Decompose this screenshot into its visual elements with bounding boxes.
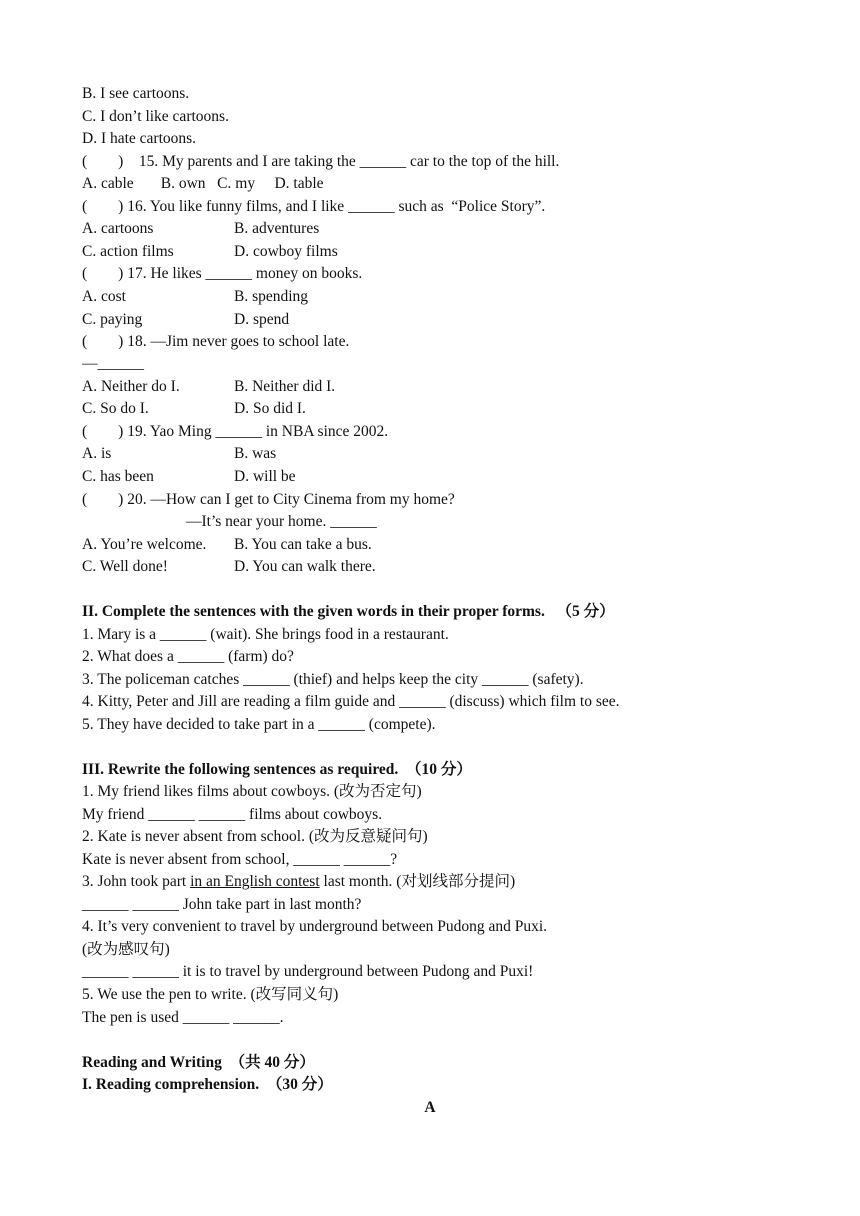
section-3-heading: III. Rewrite the following sentences as required. （10 分） (82, 761, 472, 778)
q20-option-c: C. Well done! (82, 558, 168, 575)
section-3-item-5: 5. We use the pen to write. (改写同义句) (82, 986, 339, 1003)
q15-options: A. cable B. own C. my D. table (82, 175, 324, 192)
q16-stem: ( ) 16. You like funny films, and I like ______ such as “Police Story”. (82, 198, 546, 215)
section-2-item: 5. They have decided to take part in a ______ (compete). (82, 716, 436, 733)
q19-option-a: A. is (82, 445, 112, 462)
q18-option-b: B. Neither did I. (234, 378, 336, 395)
q16-option-c: C. action films (82, 243, 174, 260)
section-3-answer-4: ______ ______ it is to travel by underground between Pudong and Puxi! (82, 963, 534, 980)
item-3-suffix: last month. (对划线部分提问) (319, 873, 516, 890)
passage-label: A (424, 1099, 436, 1116)
section-3-item-3 (82, 872, 515, 892)
item-3-prefix: 3. John took part (82, 873, 191, 890)
section-3-answer-1: My friend ______ ______ films about cowboys. (82, 806, 383, 823)
q19-stem: ( ) 19. Yao Ming ______ in NBA since 2002. (82, 423, 389, 440)
section-3-answer-3: ______ ______ John take part in last month? (82, 896, 362, 913)
section-2-heading: II. Complete the sentences with the given words in their proper forms. （5 分） (82, 603, 615, 620)
q15-stem: ( ) 15. My parents and I are taking the ______ car to the top of the hill. (82, 153, 560, 170)
section-3-answer-2: Kate is never absent from school, ______ ______? (82, 851, 398, 868)
section-2-item: 3. The policeman catches ______ (thief) and helps keep the city ______ (safety). (82, 671, 584, 688)
section-2-item: 4. Kitty, Peter and Jill are reading a film guide and ______ (discuss) which film to see. (82, 693, 620, 710)
q18-option-a: A. Neither do I. (82, 378, 180, 395)
q20-reply: —It’s near your home. ______ (186, 513, 377, 530)
q16-option-b: B. adventures (234, 220, 320, 237)
q14-option-b: B. I see cartoons. (82, 85, 190, 102)
q19-option-d: D. will be (234, 468, 296, 485)
q14-option-c: C. I don’t like cartoons. (82, 108, 229, 125)
q17-stem: ( ) 17. He likes ______ money on books. (82, 265, 363, 282)
q17-option-c: C. paying (82, 311, 143, 328)
section-3-item-2: 2. Kate is never absent from school. (改为反意疑问句) (82, 828, 428, 845)
section-2-item: 2. What does a ______ (farm) do? (82, 648, 294, 665)
section-3-item-4-instruction: (改为感叹句) (82, 941, 170, 958)
reading-writing-heading: Reading and Writing （共 40 分） (82, 1054, 315, 1071)
q20-stem: ( ) 20. —How can I get to City Cinema from my home? (82, 491, 455, 508)
q20-option-b: B. You can take a bus. (234, 536, 372, 553)
section-2-item: 1. Mary is a ______ (wait). She brings food in a restaurant. (82, 626, 449, 643)
q16-option-a: A. cartoons (82, 220, 154, 237)
q18-reply: —______ (82, 355, 144, 372)
q18-stem: ( ) 18. —Jim never goes to school late. (82, 333, 350, 350)
q20-option-a: A. You’re welcome. (82, 536, 207, 553)
q18-option-c: C. So do I. (82, 400, 149, 417)
reading-comprehension-heading: I. Reading comprehension. （30 分） (82, 1076, 333, 1093)
q16-option-d: D. cowboy films (234, 243, 338, 260)
q18-option-d: D. So did I. (234, 400, 306, 417)
q17-option-d: D. spend (234, 311, 290, 328)
q17-option-a: A. cost (82, 288, 126, 305)
section-3-item-4: 4. It’s very convenient to travel by underground between Pudong and Puxi. (82, 918, 548, 935)
q19-option-b: B. was (234, 445, 277, 462)
q19-option-c: C. has been (82, 468, 154, 485)
q14-option-d: D. I hate cartoons. (82, 130, 197, 147)
underlined-phrase: in an English contest (190, 873, 320, 890)
section-3-answer-5: The pen is used ______ ______. (82, 1009, 284, 1026)
q20-option-d: D. You can walk there. (234, 558, 376, 575)
q17-option-b: B. spending (234, 288, 309, 305)
section-3-item-1: 1. My friend likes films about cowboys. (改为否定句) (82, 783, 422, 800)
